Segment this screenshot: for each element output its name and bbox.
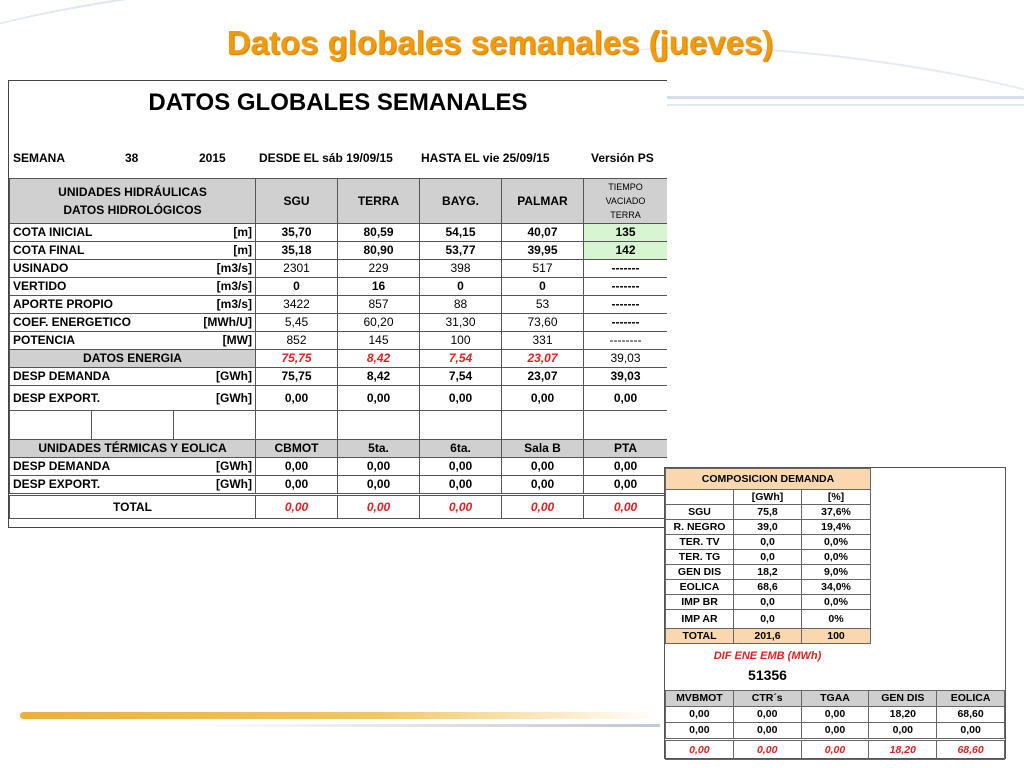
page-title: Datos globales semanales (jueves): [226, 24, 774, 61]
table-cell: 16: [338, 278, 420, 296]
table-cell: 88: [420, 296, 502, 314]
table-cell: 0,00: [502, 495, 584, 519]
empty-cell: [502, 411, 584, 440]
table-cell: 229: [338, 260, 420, 278]
table-cell: 0,00: [937, 723, 1005, 740]
table-row: [666, 707, 1005, 723]
table-row: [666, 723, 1005, 740]
table-row: [666, 610, 871, 629]
table-row: [10, 386, 668, 411]
table-cell: 53: [502, 296, 584, 314]
col-header-sala-b: Sala B: [502, 440, 584, 458]
gold-swoosh-bar: [20, 712, 660, 719]
table-cell: 0,0: [734, 610, 802, 629]
composicion-title-row: [666, 469, 871, 490]
row-unit: [m3/s]: [174, 278, 256, 296]
empty-cell: [92, 411, 174, 440]
energy-row: [10, 350, 668, 368]
row-unit: [m3/s]: [174, 296, 256, 314]
table-cell: 100: [420, 332, 502, 350]
col-header-sgu: SGU: [256, 179, 338, 224]
row-label: DESP DEMANDA: [10, 368, 174, 386]
hydro-header-row: [10, 179, 668, 224]
composicion-total-row: [666, 629, 871, 644]
empty-cell: [10, 411, 92, 440]
row-label: COEF. ENERGETICO: [10, 314, 174, 332]
table-row: [10, 260, 668, 278]
table-cell: 75,75: [256, 368, 338, 386]
empty-cell: [256, 411, 338, 440]
empty-cell: [338, 411, 420, 440]
row-label: DESP DEMANDA: [10, 458, 174, 476]
col-header-ctrs: CTR´s: [733, 691, 801, 707]
table-row: [10, 278, 668, 296]
row-label: DESP EXPORT.: [10, 476, 174, 495]
col-header-5ta: 5ta.: [338, 440, 420, 458]
table-cell: 5,45: [256, 314, 338, 332]
table-row: [666, 595, 871, 610]
table-cell: 7,54: [420, 368, 502, 386]
tiempo-cell: -------: [584, 314, 668, 332]
table-cell: 0,00: [420, 458, 502, 476]
table-cell: 68,60: [937, 740, 1005, 760]
row-unit: [GWh]: [174, 476, 256, 495]
composicion-title: COMPOSICION DEMANDA: [666, 469, 871, 490]
table-cell: 80,59: [338, 224, 420, 242]
row-label: POTENCIA: [10, 332, 174, 350]
row-unit: [m]: [174, 224, 256, 242]
table-row: [10, 458, 668, 476]
sheet-title: DATOS GLOBALES SEMANALES: [148, 89, 528, 116]
table-cell: 0,00: [420, 386, 502, 411]
table-cell: 18,2: [734, 565, 802, 580]
grey-swoosh-bar: [180, 724, 660, 727]
table-cell: 37,6%: [802, 505, 871, 520]
table-cell: 0,00: [256, 495, 338, 519]
col-header-gwh: [GWh]: [734, 490, 802, 505]
total-label: TOTAL: [666, 629, 734, 644]
table-cell: 0,00: [420, 495, 502, 519]
table-row: [10, 296, 668, 314]
table-cell: 0: [256, 278, 338, 296]
row-unit: [m]: [174, 242, 256, 260]
table-row: [10, 242, 668, 260]
col-header-mvbmot: MVBMOT: [666, 691, 734, 707]
energy-label: DATOS ENERGIA: [10, 350, 256, 368]
table-cell: 0,00: [666, 740, 734, 760]
table-cell: 0,0%: [802, 535, 871, 550]
table-cell: 0,00: [584, 476, 668, 495]
table-row: [666, 565, 871, 580]
col-header-cbmot: CBMOT: [256, 440, 338, 458]
tiempo-cell: -------: [584, 296, 668, 314]
table-cell: 39,03: [584, 368, 668, 386]
table-cell: 0,0: [734, 550, 802, 565]
table-row: [666, 505, 871, 520]
row-label: DESP EXPORT.: [10, 386, 174, 411]
table-cell: 18,20: [869, 740, 937, 760]
row-unit: [GWh]: [174, 458, 256, 476]
table-row: [10, 368, 668, 386]
thermal-header: UNIDADES TÉRMICAS Y EOLICA: [10, 440, 256, 458]
generation-total-row: [666, 740, 1005, 760]
col-header-tgaa: TGAA: [801, 691, 869, 707]
row-label: R. NEGRO: [666, 520, 734, 535]
empty-cell: [174, 411, 256, 440]
table-cell: 0,0: [734, 535, 802, 550]
tiempo-line: TIEMPO: [608, 182, 643, 192]
table-cell: 35,70: [256, 224, 338, 242]
tiempo-cell: 142: [584, 242, 668, 260]
table-cell: 39,95: [502, 242, 584, 260]
table-cell: 53,77: [420, 242, 502, 260]
table-row: [10, 314, 668, 332]
row-label: COTA INICIAL: [10, 224, 174, 242]
table-cell: 398: [420, 260, 502, 278]
total-row: [10, 495, 668, 519]
table-cell: 54,15: [420, 224, 502, 242]
table-cell: 0,00: [801, 740, 869, 760]
table-cell: 0,00: [256, 458, 338, 476]
table-row: [666, 550, 871, 565]
table-row: [10, 224, 668, 242]
table-cell: 331: [502, 332, 584, 350]
empty-cell: [584, 411, 668, 440]
hydro-header-cell: [10, 179, 256, 224]
table-cell: 8,42: [338, 368, 420, 386]
table-cell: 0,00: [338, 386, 420, 411]
col-header-pct: [%]: [802, 490, 871, 505]
table-cell: 0,00: [256, 386, 338, 411]
hasta-date: HASTA EL vie 25/09/15: [421, 151, 550, 165]
row-unit: [MW]: [174, 332, 256, 350]
tiempo-cell: --------: [584, 332, 668, 350]
row-label: COTA FINAL: [10, 242, 174, 260]
table-cell: 75,75: [256, 350, 338, 368]
row-label: EOLICA: [666, 580, 734, 595]
tiempo-cell: -------: [584, 260, 668, 278]
table-cell: 0,00: [338, 458, 420, 476]
table-cell: 0,00: [338, 476, 420, 495]
col-header-palmar: PALMAR: [502, 179, 584, 224]
table-cell: 0,00: [338, 495, 420, 519]
table-cell: 68,60: [937, 707, 1005, 723]
table-cell: 0,00: [502, 476, 584, 495]
year: 2015: [199, 151, 226, 165]
row-label: VERTIDO: [10, 278, 174, 296]
col-header-gen-dis: GEN DIS: [869, 691, 937, 707]
row-unit: [MWh/U]: [174, 314, 256, 332]
row-label: USINADO: [10, 260, 174, 278]
table-cell: 31,30: [420, 314, 502, 332]
table-cell: 852: [256, 332, 338, 350]
table-cell: 80,90: [338, 242, 420, 260]
spacer-row: [10, 411, 668, 440]
table-cell: 68,6: [734, 580, 802, 595]
table-cell: 34,0%: [802, 580, 871, 595]
col-header-tiempo: [584, 179, 668, 224]
col-header-6ta: 6ta.: [420, 440, 502, 458]
table-cell: 0,00: [256, 476, 338, 495]
dif-ene-emb-label: DIF ENE EMB (MWh): [713, 650, 822, 662]
table-cell: 75,8: [734, 505, 802, 520]
row-label: APORTE PROPIO: [10, 296, 174, 314]
table-cell: 0,00: [584, 458, 668, 476]
terra-line: TERRA: [610, 210, 641, 220]
table-cell: 0,0: [734, 595, 802, 610]
hydro-table: [9, 178, 667, 519]
table-cell: 201,6: [734, 629, 802, 644]
semana-number: 38: [125, 151, 139, 165]
table-cell: 517: [502, 260, 584, 278]
vaciado-line: VACIADO: [605, 196, 646, 206]
col-header-terra: TERRA: [338, 179, 420, 224]
table-cell: 0,00: [666, 723, 734, 740]
table-cell: 40,07: [502, 224, 584, 242]
table-cell: 39,03: [584, 350, 668, 368]
desde-date: DESDE EL sáb 19/09/15: [259, 151, 393, 165]
empty-cell: [666, 490, 734, 505]
table-cell: 0,0%: [802, 550, 871, 565]
table-row: [666, 520, 871, 535]
composicion-table: [665, 468, 871, 644]
table-row: [10, 332, 668, 350]
row-unit: [GWh]: [174, 368, 256, 386]
table-cell: 60,20: [338, 314, 420, 332]
table-cell: 0,00: [801, 707, 869, 723]
table-cell: 0,00: [502, 386, 584, 411]
table-cell: 0,00: [584, 386, 668, 411]
row-label: TER. TG: [666, 550, 734, 565]
table-cell: 23,07: [502, 350, 584, 368]
composicion-header-row: [666, 490, 871, 505]
table-row: [666, 535, 871, 550]
version-label: Versión PS: [591, 151, 654, 165]
generation-summary-table: [665, 690, 1005, 760]
table-cell: 0,00: [733, 723, 801, 740]
table-cell: 8,42: [338, 350, 420, 368]
row-unit: [GWh]: [174, 386, 256, 411]
background-stripe: [660, 104, 1024, 106]
table-cell: 0,00: [869, 723, 937, 740]
col-header-bayg: BAYG.: [420, 179, 502, 224]
table-cell: 857: [338, 296, 420, 314]
table-row: [10, 476, 668, 495]
row-label: TER. TV: [666, 535, 734, 550]
row-label: IMP BR: [666, 595, 734, 610]
table-cell: 145: [338, 332, 420, 350]
row-label: GEN DIS: [666, 565, 734, 580]
tiempo-cell: -------: [584, 278, 668, 296]
generation-header-row: [666, 691, 1005, 707]
empty-cell: [420, 411, 502, 440]
table-cell: 2301: [256, 260, 338, 278]
table-cell: 0,00: [666, 707, 734, 723]
weekly-data-sheet: [8, 80, 667, 528]
thermal-header-row: [10, 440, 668, 458]
table-cell: 0,00: [733, 740, 801, 760]
hydro-data-label: DATOS HIDROLÓGICOS: [63, 203, 202, 217]
table-cell: 23,07: [502, 368, 584, 386]
table-row: [666, 580, 871, 595]
table-cell: 19,4%: [802, 520, 871, 535]
units-hydro-label: UNIDADES HIDRÁULICAS: [58, 185, 207, 199]
total-label: TOTAL: [10, 495, 256, 519]
table-cell: 73,60: [502, 314, 584, 332]
table-cell: 0%: [802, 610, 871, 629]
table-cell: 0,00: [801, 723, 869, 740]
table-cell: 0,0%: [802, 595, 871, 610]
row-label: SGU: [666, 505, 734, 520]
semana-label: SEMANA: [13, 151, 66, 165]
table-cell: 0,00: [733, 707, 801, 723]
dif-ene-emb-value: 51356: [748, 667, 787, 683]
table-cell: 18,20: [869, 707, 937, 723]
table-cell: 100: [802, 629, 871, 644]
table-cell: 0,00: [420, 476, 502, 495]
row-label: IMP AR: [666, 610, 734, 629]
table-cell: 0: [420, 278, 502, 296]
col-header-pta: PTA: [584, 440, 668, 458]
table-cell: 3422: [256, 296, 338, 314]
table-cell: 7,54: [420, 350, 502, 368]
table-cell: 0,00: [502, 458, 584, 476]
composicion-demanda-panel: [664, 467, 1006, 759]
table-cell: 9,0%: [802, 565, 871, 580]
table-cell: 39,0: [734, 520, 802, 535]
row-unit: [m3/s]: [174, 260, 256, 278]
background-stripe: [660, 96, 1024, 99]
table-cell: 35,18: [256, 242, 338, 260]
table-cell: 0: [502, 278, 584, 296]
table-cell: 0,00: [584, 495, 668, 519]
tiempo-cell: 135: [584, 224, 668, 242]
col-header-eolica: EOLICA: [937, 691, 1005, 707]
